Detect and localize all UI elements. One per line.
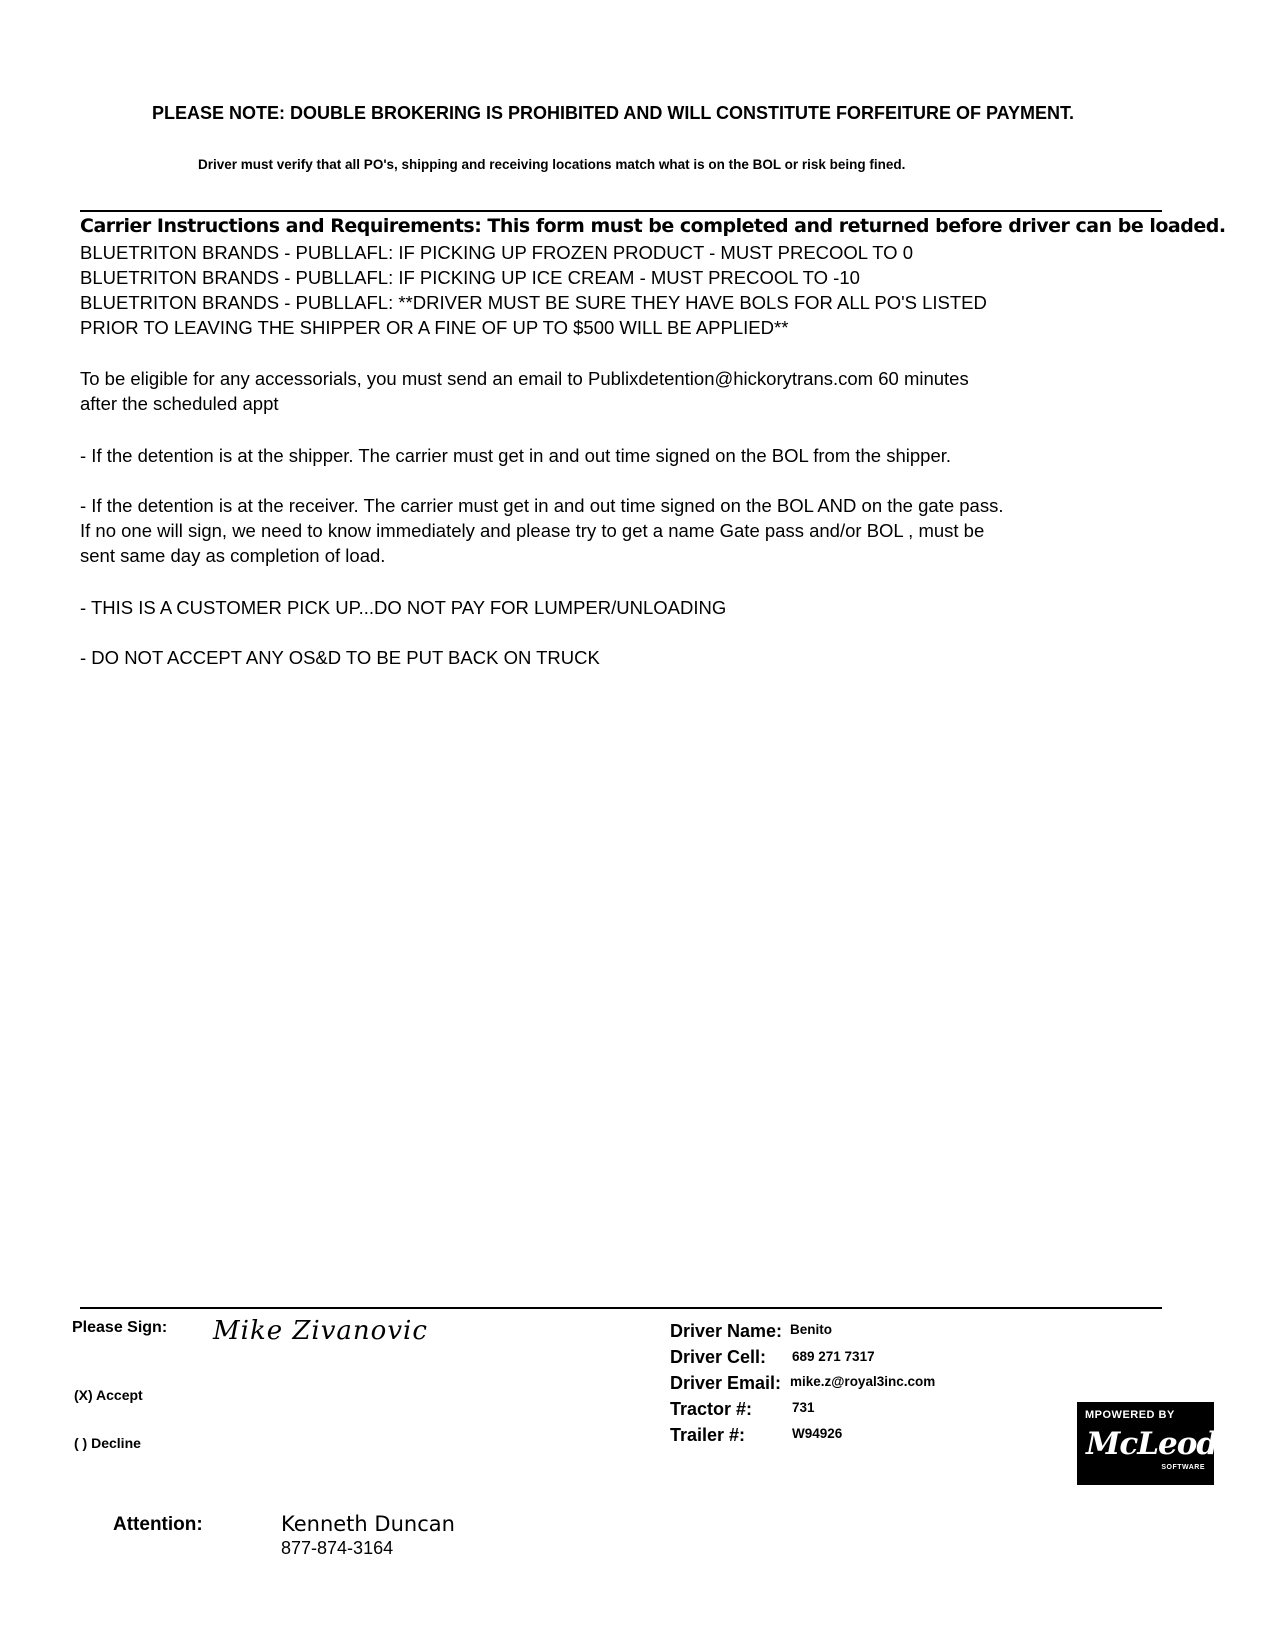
- trailer-value: W94926: [792, 1426, 843, 1441]
- attention-name: Kenneth Duncan: [281, 1512, 455, 1536]
- instructions-block: [80, 240, 987, 340]
- driver-cell-value: 689 271 7317: [792, 1349, 875, 1364]
- driver-cell-label: Driver Cell:: [670, 1347, 767, 1367]
- instruction-line: PRIOR TO LEAVING THE SHIPPER OR A FINE OF UP TO $500 WILL BE APPLIED**: [80, 317, 789, 338]
- instruction-line: BLUETRITON BRANDS - PUBLLAFL: IF PICKING UP FROZEN PRODUCT - MUST PRECOOL TO 0: [80, 242, 913, 263]
- attention-label: Attention:: [113, 1514, 203, 1535]
- instructions-title: Carrier Instructions and Requirements: This form must be completed and returned before driver can be loaded.: [80, 215, 1226, 237]
- osd-note: - DO NOT ACCEPT ANY OS&D TO BE PUT BACK ON TRUCK: [80, 647, 600, 668]
- driver-name-label: Driver Name:: [670, 1321, 783, 1341]
- instruction-line: BLUETRITON BRANDS - PUBLLAFL: IF PICKING UP ICE CREAM - MUST PRECOOL TO -10: [80, 267, 860, 288]
- receiver-detention-line: - If the detention is at the receiver. The carrier must get in and out time signed on the BOL AND on the gate pass.: [80, 495, 1004, 516]
- receiver-detention-line: sent same day as completion of load.: [80, 545, 386, 566]
- customer-pickup-note: - THIS IS A CUSTOMER PICK UP...DO NOT PAY FOR LUMPER/UNLOADING: [80, 597, 727, 618]
- driver-name-value: Benito: [790, 1322, 832, 1337]
- driver-email-label: Driver Email:: [670, 1373, 782, 1393]
- attention-phone: 877-874-3164: [281, 1538, 394, 1558]
- mcleod-logo: [1077, 1402, 1218, 1485]
- logo-brand: McLeod: [1086, 1426, 1218, 1462]
- receiver-detention-line: If no one will sign, we need to know immediately and please try to get a name Gate pass and/or BOL , must be: [80, 520, 985, 541]
- driver-email-value: mike.z@royal3inc.com: [790, 1374, 936, 1389]
- instruction-line: BLUETRITON BRANDS - PUBLLAFL: **DRIVER MUST BE SURE THEY HAVE BOLS FOR ALL PO'S LISTED: [80, 292, 987, 313]
- logo-subtitle: SOFTWARE: [1161, 1464, 1205, 1471]
- top-divider: [80, 210, 1162, 212]
- accept-option: (X) Accept: [74, 1387, 143, 1403]
- trailer-label: Trailer #:: [670, 1425, 746, 1445]
- verification-notice: Driver must verify that all PO's, shipping and receiving locations match what is on the BOL or risk being fined.: [198, 157, 906, 172]
- signature-value: Mike Zivanovic: [213, 1316, 428, 1346]
- accessorial-line: To be eligible for any accessorials, you must send an email to Publixdetention@hickorytrans.com 60 minutes: [80, 368, 969, 389]
- accessorial-paragraph: [80, 366, 969, 416]
- double-brokering-notice: PLEASE NOTE: DOUBLE BROKERING IS PROHIBITED AND WILL CONSTITUTE FORFEITURE OF PAYMENT.: [152, 103, 1075, 123]
- tractor-value: 731: [792, 1400, 815, 1415]
- shipper-detention-paragraph: - If the detention is at the shipper. The carrier must get in and out time signed on the BOL from the shipper.: [80, 445, 952, 466]
- logo-tagline: MPOWERED BY: [1085, 1409, 1175, 1421]
- decline-option: ( ) Decline: [74, 1435, 141, 1451]
- accessorial-line: after the scheduled appt: [80, 393, 279, 414]
- bottom-divider: [80, 1307, 1162, 1309]
- sign-label: Please Sign:: [72, 1319, 168, 1336]
- tractor-label: Tractor #:: [670, 1399, 753, 1419]
- receiver-detention-paragraph: [80, 493, 1003, 568]
